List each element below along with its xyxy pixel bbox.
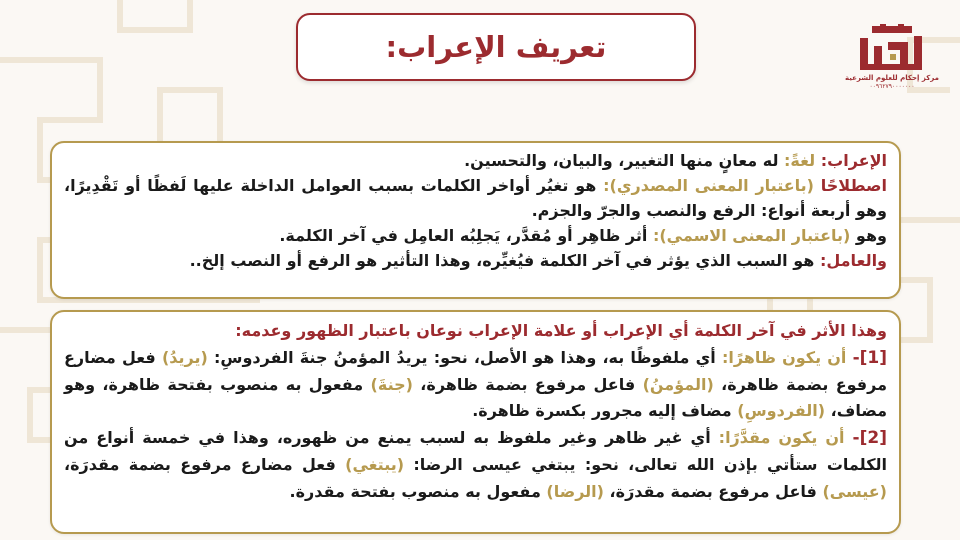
logo-mark-icon xyxy=(852,24,932,74)
types-box xyxy=(50,310,901,534)
types-intro: وهذا الأثر في آخر الكلمة أي الإعراب أو علامة الإعراب نوعان باعتبار الظهور وعدمه: xyxy=(235,321,887,340)
definition-line-amil: والعامل: هو السبب الذي يؤثر في آخر الكلمة فيُغيِّره، وهذا التأثير هو الرفع أو النصب إلخ.. xyxy=(189,251,887,270)
logo xyxy=(838,24,946,94)
definition-line-istilah: اصطلاحًا (باعتبار المعنى المصدري): هو تغيُر أواخر الكلمات بسبب العوامل الداخلة عليها لَفظًا أو تَقْدِيرًا، وهو أربعة أنواع: الرفع والنصب والجرّ والجزم. xyxy=(64,176,887,220)
type-estimated: [2]- أن يكون مقدَّرًا: أي غير ظاهر وغير ملفوظ به لسبب يمنع من ظهوره، وهذا في خمسة أنواع من الكلمات ستأتي بإذن الله تعالى، نحو: يبتغي عيسى الرضا: (يبتغي) فعل مضارع مرفوع بضمة مقدرَة، (عيسى) فاعل مرفوع بضمة مقدرَة، (الرضا) مفعول به منصوب بفتحة مقدرة. xyxy=(64,428,887,501)
logo-phone: ٠٠٩٦٢٧٩٠٠٠٠٠٠٠ xyxy=(869,83,915,90)
title-box xyxy=(296,13,696,81)
logo-subtitle: مركز إحكام للعلوم الشرعية xyxy=(845,74,939,82)
definition-box xyxy=(50,141,901,299)
definition-line-ismi: وهو (باعتبار المعنى الاسمي): أثر ظاهِر أو مُقدَّر، يَجلِبُه العامِل في آخر الكلمة. xyxy=(279,226,887,245)
definition-line-lugha: الإعراب: لغةً: له معانٍ منها التغيير، والبيان، والتحسين. xyxy=(464,151,887,170)
page-title: تعريف الإعراب: xyxy=(385,30,607,64)
type-visible: [1]- أن يكون ظاهرًا: أي ملفوظًا به، وهذا هو الأصل، نحو: يريدُ المؤمنُ جنةَ الفردوسِ: (يريدُ) فعل مضارع مرفوع بضمة ظاهرة، (المؤمنُ) فاعل مرفوع بضمة ظاهرة، (جنةَ) مفعول به منصوب بفتحة ظاهرة، وهو مضاف، (الفردوسِ) مضاف إليه مجرور بكسرة ظاهرة. xyxy=(64,347,888,421)
